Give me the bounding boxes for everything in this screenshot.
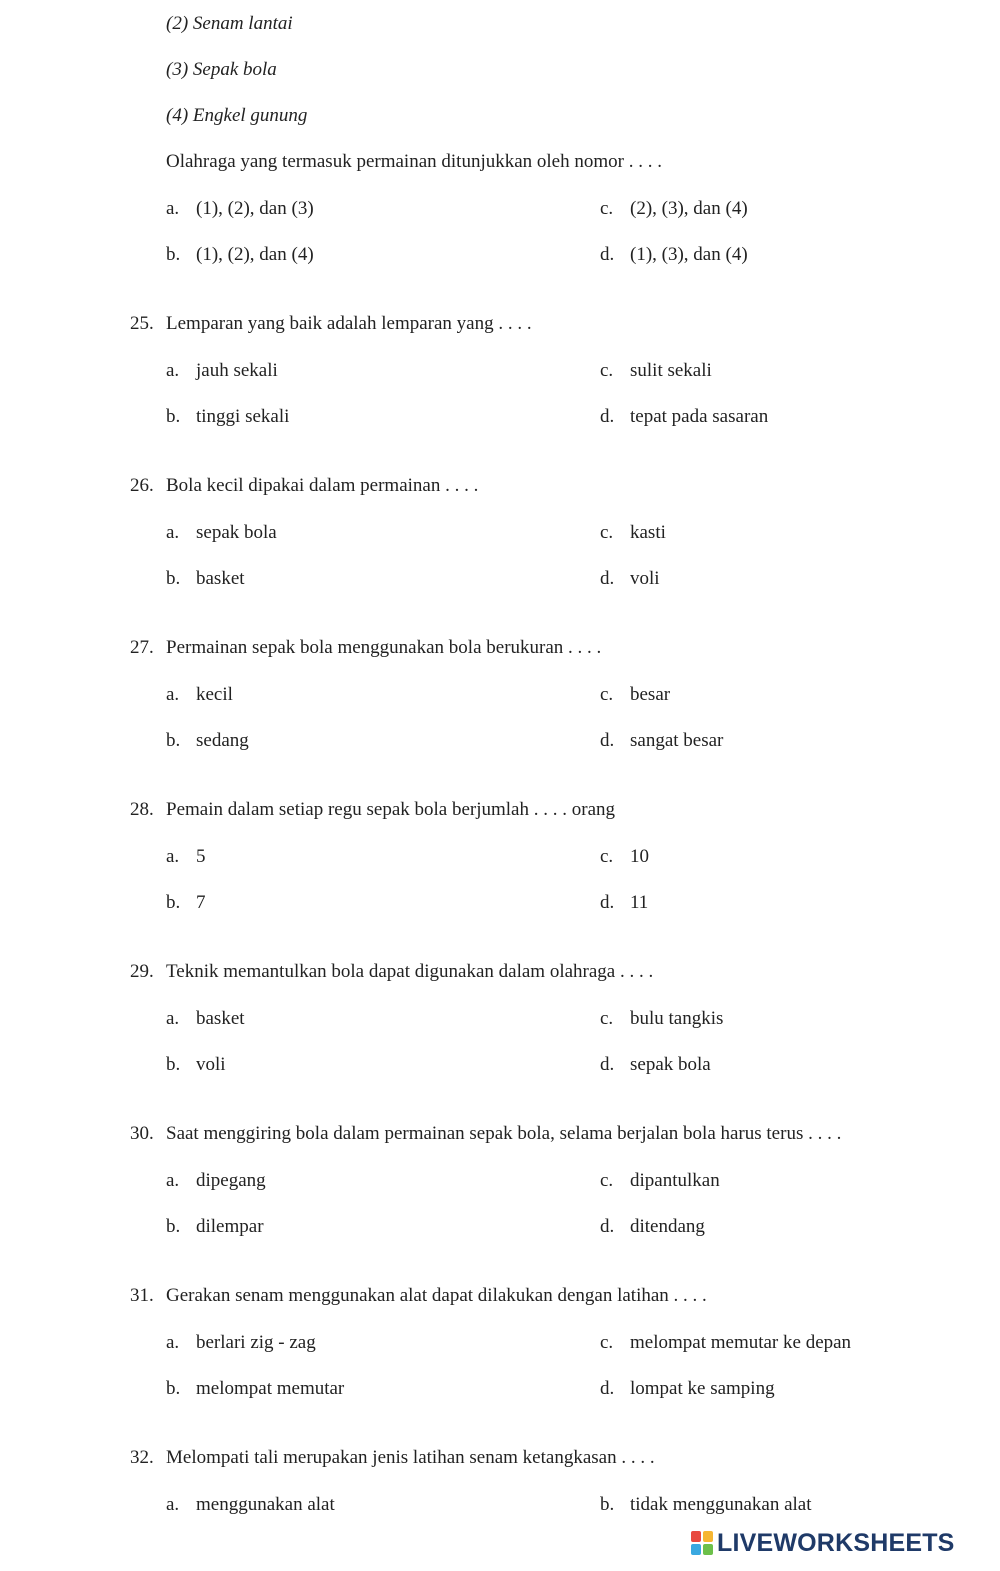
question-26-stem: Bola kecil dipakai dalam permainan . . . .	[166, 475, 479, 496]
q24-option-a[interactable]: a. (1), (2), dan (3)	[166, 198, 314, 219]
q32-option-a[interactable]: a. menggunakan alat	[166, 1494, 335, 1515]
question-28-stem: Pemain dalam setiap regu sepak bola berjumlah . . . . orang	[166, 799, 616, 820]
liveworksheets-logo	[691, 1528, 955, 1558]
q29-option-c[interactable]: c. bulu tangkis	[600, 1008, 724, 1029]
question-27-number: 27.	[130, 637, 154, 658]
q27-option-d[interactable]: d. sangat besar	[600, 730, 724, 751]
q28-option-d[interactable]: d. 11	[600, 892, 649, 913]
q31-option-d[interactable]: d. lompat ke samping	[600, 1378, 775, 1399]
q26-option-d[interactable]: d. voli	[600, 568, 660, 589]
q25-option-b[interactable]: b. tinggi sekali	[166, 406, 290, 427]
logo-text: LIVEWORKSHEETS	[717, 1529, 955, 1557]
question-31-number: 31.	[130, 1285, 154, 1306]
q27-option-b[interactable]: b. sedang	[166, 730, 249, 751]
question-32-number: 32.	[130, 1447, 154, 1468]
question-29-number: 29.	[130, 961, 154, 982]
question-26-number: 26.	[130, 475, 154, 496]
intro-item: (2) Senam lantai	[166, 13, 293, 34]
q25-option-c[interactable]: c. sulit sekali	[600, 360, 712, 381]
logo-tiles-icon	[691, 1531, 713, 1555]
q28-option-c[interactable]: c. 10	[600, 846, 649, 867]
q26-option-b[interactable]: b. basket	[166, 568, 245, 589]
question-28-number: 28.	[130, 799, 154, 820]
question-25-stem: Lemparan yang baik adalah lemparan yang . . . .	[166, 313, 532, 334]
q28-option-a[interactable]: a. 5	[166, 846, 206, 867]
q30-option-c[interactable]: c. dipantulkan	[600, 1170, 720, 1191]
q30-option-a[interactable]: a. dipegang	[166, 1170, 266, 1191]
q25-option-a[interactable]: a. jauh sekali	[166, 360, 278, 381]
q29-option-a[interactable]: a. basket	[166, 1008, 245, 1029]
q30-option-d[interactable]: d. ditendang	[600, 1216, 705, 1237]
q32-option-b[interactable]: b. tidak menggunakan alat	[600, 1494, 812, 1515]
q24-option-c[interactable]: c. (2), (3), dan (4)	[600, 198, 748, 219]
intro-item: (4) Engkel gunung	[166, 105, 308, 126]
q27-option-c[interactable]: c. besar	[600, 684, 671, 705]
question-32-stem: Melompati tali merupakan jenis latihan senam ketangkasan . . . .	[166, 1447, 655, 1468]
question-27-stem: Permainan sepak bola menggunakan bola berukuran . . . .	[166, 637, 602, 658]
q29-option-b[interactable]: b. voli	[166, 1054, 226, 1075]
q27-option-a[interactable]: a. kecil	[166, 684, 233, 705]
intro-item: (3) Sepak bola	[166, 59, 277, 80]
q24-option-d[interactable]: d. (1), (3), dan (4)	[600, 244, 748, 265]
question-30-number: 30.	[130, 1123, 154, 1144]
q26-option-a[interactable]: a. sepak bola	[166, 522, 277, 543]
question-29-stem: Teknik memantulkan bola dapat digunakan dalam olahraga . . . .	[166, 961, 654, 982]
q25-option-d[interactable]: d. tepat pada sasaran	[600, 406, 769, 427]
question-30-stem: Saat menggiring bola dalam permainan sepak bola, selama berjalan bola harus terus . . . .	[166, 1123, 842, 1144]
q28-option-b[interactable]: b. 7	[166, 892, 206, 913]
q29-option-d[interactable]: d. sepak bola	[600, 1054, 711, 1075]
q31-option-a[interactable]: a. berlari zig - zag	[166, 1332, 316, 1353]
q31-option-c[interactable]: c. melompat memutar ke depan	[600, 1332, 852, 1353]
q26-option-c[interactable]: c. kasti	[600, 522, 666, 543]
question-24-stem: Olahraga yang termasuk permainan ditunjukkan oleh nomor . . . .	[166, 151, 662, 172]
q30-option-b[interactable]: b. dilempar	[166, 1216, 264, 1237]
q31-option-b[interactable]: b. melompat memutar	[166, 1378, 345, 1399]
q24-option-b[interactable]: b. (1), (2), dan (4)	[166, 244, 314, 265]
question-25-number: 25.	[130, 313, 154, 334]
question-31-stem: Gerakan senam menggunakan alat dapat dilakukan dengan latihan . . . .	[166, 1285, 707, 1306]
